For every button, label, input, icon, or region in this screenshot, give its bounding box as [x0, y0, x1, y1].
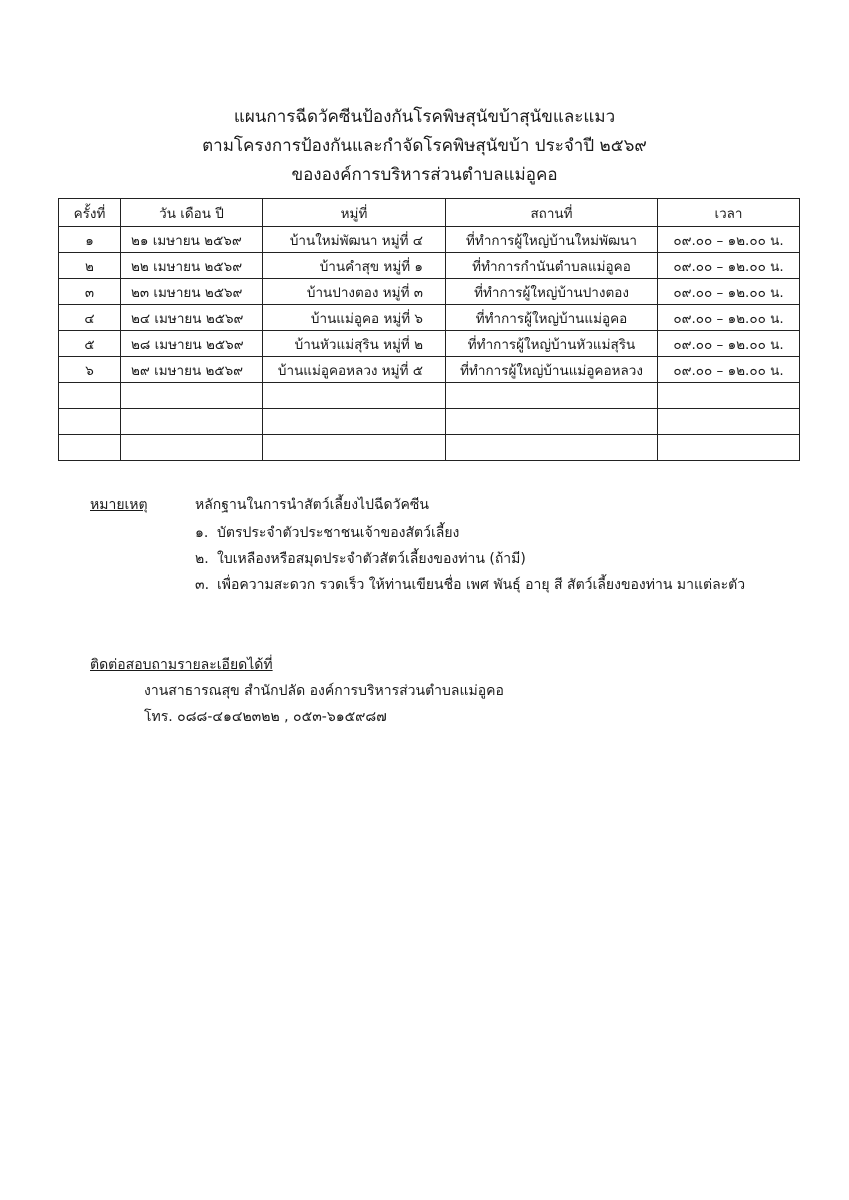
cell-date: ๒๘ เมษายน ๒๕๖๙	[121, 331, 263, 357]
cell-date: ๒๔ เมษายน ๒๕๖๙	[121, 305, 263, 331]
cell-empty	[121, 435, 263, 461]
document-title-line-3: ขององค์การบริหารส่วนตำบลแม่อูคอ	[291, 165, 558, 185]
cell-round: ๔	[59, 305, 121, 331]
cell-empty	[658, 409, 800, 435]
cell-village: บ้านปางตอง หมู่ที่ ๓	[263, 279, 446, 305]
list-item-number: ๓.	[195, 577, 210, 593]
cell-location: ที่ทำการผู้ใหญ่บ้านปางตอง	[446, 279, 658, 305]
cell-date: ๒๑ เมษายน ๒๕๖๙	[121, 227, 263, 253]
cell-empty	[658, 435, 800, 461]
cell-empty	[121, 383, 263, 409]
cell-location: ที่ทำการกำนันตำบลแม่อูคอ	[446, 253, 658, 279]
cell-location: ที่ทำการผู้ใหญ่บ้านแม่อูคอหลวง	[446, 357, 658, 383]
cell-empty	[59, 435, 121, 461]
column-header-round: ครั้งที่	[59, 199, 121, 227]
cell-time: ๐๙.๐๐ – ๑๒.๐๐ น.	[658, 357, 800, 383]
column-header-location: สถานที่	[446, 199, 658, 227]
notes-heading: หลักฐานในการนำสัตว์เลี้ยงไปฉีดวัคซีน	[195, 497, 429, 513]
table-row	[59, 227, 800, 253]
cell-round: ๖	[59, 357, 121, 383]
cell-time: ๐๙.๐๐ – ๑๒.๐๐ น.	[658, 331, 800, 357]
cell-location: ที่ทำการผู้ใหญ่บ้านหัวแม่สุริน	[446, 331, 658, 357]
table-row	[59, 279, 800, 305]
cell-round: ๕	[59, 331, 121, 357]
contact-heading: ติดต่อสอบถามรายละเอียดได้ที่	[90, 657, 273, 673]
cell-empty	[658, 383, 800, 409]
table-row	[59, 331, 800, 357]
table-row-empty	[59, 435, 800, 461]
cell-village: บ้านใหม่พัฒนา หมู่ที่ ๔	[263, 227, 446, 253]
cell-location: ที่ทำการผู้ใหญ่บ้านแม่อูคอ	[446, 305, 658, 331]
cell-time: ๐๙.๐๐ – ๑๒.๐๐ น.	[658, 279, 800, 305]
cell-empty	[59, 383, 121, 409]
cell-round: ๓	[59, 279, 121, 305]
list-item-number: ๑.	[195, 525, 209, 541]
cell-empty	[446, 409, 658, 435]
notes-label: หมายเหตุ	[90, 497, 148, 513]
cell-time: ๐๙.๐๐ – ๑๒.๐๐ น.	[658, 253, 800, 279]
cell-empty	[446, 435, 658, 461]
cell-location: ที่ทำการผู้ใหญ่บ้านใหม่พัฒนา	[446, 227, 658, 253]
cell-round: ๒	[59, 253, 121, 279]
table-row	[59, 253, 800, 279]
column-header-village: หมู่ที่	[263, 199, 446, 227]
table-row	[59, 357, 800, 383]
document-title-line-2: ตามโครงการป้องกันและกำจัดโรคพิษสุนัขบ้า ประจำปี ๒๕๖๙	[202, 136, 647, 156]
cell-date: ๒๓ เมษายน ๒๕๖๙	[121, 279, 263, 305]
list-item	[195, 546, 755, 572]
table-row-empty	[59, 383, 800, 409]
cell-empty	[59, 409, 121, 435]
cell-village: บ้านแม่อูคอ หมู่ที่ ๖	[263, 305, 446, 331]
column-header-time: เวลา	[658, 199, 800, 227]
table-row	[59, 305, 800, 331]
cell-empty	[446, 383, 658, 409]
notes-list	[195, 520, 755, 598]
cell-date: ๒๒ เมษายน ๒๕๖๙	[121, 253, 263, 279]
cell-date: ๒๙ เมษายน ๒๕๖๙	[121, 357, 263, 383]
list-item	[195, 520, 755, 546]
list-item	[195, 572, 755, 598]
cell-village: บ้านแม่อูคอหลวง หมู่ที่ ๕	[263, 357, 446, 383]
list-item-text: บัตรประจำตัวประชาชนเจ้าของสัตว์เลี้ยง	[217, 525, 460, 541]
table-row-empty	[59, 409, 800, 435]
column-header-date: วัน เดือน ปี	[121, 199, 263, 227]
list-item-text: เพื่อความสะดวก รวดเร็ว ให้ท่านเขียนชื่อ เพศ พันธุ์ อายุ สี สัตว์เลี้ยงของท่าน มาแต่ละตัว	[217, 577, 746, 593]
cell-village: บ้านหัวแม่สุริน หมู่ที่ ๒	[263, 331, 446, 357]
cell-empty	[263, 409, 446, 435]
list-item-number: ๒.	[195, 551, 209, 567]
cell-empty	[121, 409, 263, 435]
cell-empty	[263, 383, 446, 409]
cell-time: ๐๙.๐๐ – ๑๒.๐๐ น.	[658, 227, 800, 253]
cell-empty	[263, 435, 446, 461]
document-title-line-1: แผนการฉีดวัคซีนป้องกันโรคพิษสุนัขบ้าสุนัขและแมว	[233, 107, 616, 127]
cell-round: ๑	[59, 227, 121, 253]
list-item-text: ใบเหลืองหรือสมุดประจำตัวสัตว์เลี้ยงของท่าน (ถ้ามี)	[217, 551, 526, 567]
contact-department: งานสาธารณสุข สำนักปลัด องค์การบริหารส่วนตำบลแม่อูคอ	[144, 683, 504, 699]
cell-time: ๐๙.๐๐ – ๑๒.๐๐ น.	[658, 305, 800, 331]
table-header-row	[59, 199, 800, 227]
contact-phone: โทร. ๐๘๘-๔๑๔๒๓๒๒ , ๐๕๓-๖๑๕๙๘๗	[144, 709, 387, 725]
cell-village: บ้านคำสุข หมู่ที่ ๑	[263, 253, 446, 279]
vaccination-schedule-table	[58, 198, 800, 461]
